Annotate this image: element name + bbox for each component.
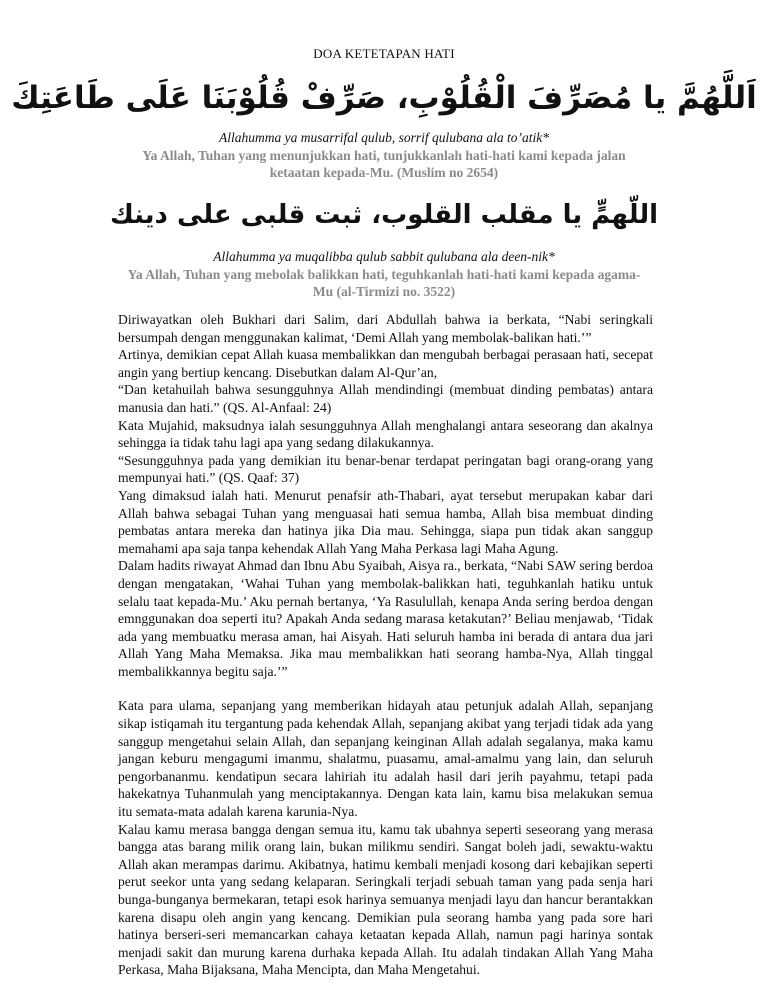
body-paragraph: Kalau kamu merasa bangga dengan semua itu, kamu tak ubahnya seperti seseorang yang merasa bangga atas barang milik orang lain, bukan milikmu sendiri. Sangat boleh jadi, sewaktu-waktu Allah akan merampas darimu. Akibatnya, hatimu kembali menjadi kosong dari kebajikan seperti perut seekor unta yang sedang kelaparan. Seringkali terjadi sebuah taman yang pada senja hari bunga-bunganya bermekaran, tetapi esok harinya semuanya menjadi layu dan hancur berantakkan karena disapu oleh angin yang kencang. Demikian pula seorang hamba yang pada sore hari hatinya berseri-seri memancarkan cahaya ketaatan kepada Allah, namun pagi harinya sontak menjadi sakit dan murung karena durhaka kepada Allah. Itu adalah tindakan Allah Yang Maha Perkasa, Maha Bijaksana, Maha Mencipta, dan Maha Mengetahui.: [118, 821, 653, 978]
body-paragraph: “Dan ketahuilah bahwa sesungguhnya Allah mendindingi (membuat dinding pembatas) antara manusia dan hati.” (QS. Al-Anfaal: 24): [118, 382, 653, 415]
prayer-1-arabic: اَللَّهُمَّ يا مُصَرِّفَ الْقُلُوْبِ، صَرِّفْ قُلُوْبَنَا عَلَى طَاعَتِكَ: [11, 80, 757, 116]
paragraph-spacer: [118, 680, 653, 697]
body-paragraph: Diriwayatkan oleh Bukhari dari Salim, dari Abdullah bahwa ia berkata, “Nabi seringkali bersumpah dengan menggunakan kalimat, ‘Demi Allah yang membolak-balikan hati.’”: [118, 312, 653, 345]
prayer-2-transliteration: Allahumma ya muqalibba qulub sabbit qulubana ala deen-nik*: [213, 249, 555, 264]
prayer-2-meaning: Ya Allah, Tuhan yang mebolak balikkan hati, teguhkanlah hati-hati kami kepada agama-Mu (al-Tirmizi no. 3522): [127, 267, 641, 299]
prayer-1-meaning: Ya Allah, Tuhan yang menunjukkan hati, tunjukkanlah hati-hati kami kepada jalan ketaatan kepada-Mu. (Muslim no 2654): [142, 148, 626, 180]
body-paragraph: Artinya, demikian cepat Allah kuasa membalikkan dan mengubah berbagai perasaan hati, secepat angin yang bertiup kencang. Disebutkan dalam Al-Qur’an,: [118, 347, 653, 380]
body-paragraph: “Sesungguhnya pada yang demikian itu benar-benar terdapat peringatan bagi orang-orang yang mempunyai hati.” (QS. Qaaf: 37): [118, 452, 653, 486]
body-paragraph: Kata para ulama, sepanjang yang memberikan hidayah atau petunjuk adalah Allah, sepanjang sikap istiqamah itu tergantung pada kehendak Allah, sepanjang akibat yang terjadi tidak ada yang sanggup mengetahui selain Allah, dan sepanjang keinginan Allah adalah segalanya, maka kamu jangan keburu mengagumi imanmu, shalatmu, puasamu, amal-amalmu yang lain, dan seluruh pengorbananmu. kendatipun secara lahiriah itu adalah hasil dari jerih payahmu, tetapi pada hakekatnya Tuhanmulah yang menciptakannya. Dengan kata lain, kamu bisa melakukan semua itu semata-mata adalah karena karunia-Nya.: [118, 698, 653, 820]
body-paragraph: Kata Mujahid, maksudnya ialah sesungguhnya Allah menghalangi antara seseorang dan akalnya sehingga ia tidak tahu lagi apa yang sedang dilakukannya.: [118, 417, 653, 451]
body-paragraph: Dalam hadits riwayat Ahmad dan Ibnu Abu Syaibah, Aisya ra., berkata, “Nabi SAW sering berdoa dengan mengatakan, ‘Wahai Tuhan yang membolak-balikkan hati, teguhkanlah hatiku untuk selalu taat kepada-Mu.’ Aku pernah bertanya, ‘Ya Rasulullah, kenapa Anda sering berdoa dengan emnggunakan doa seperti itu? Apakah Anda sedang marasa ketakutan?’ Beliau menjawab, ‘Tidak ada yang membuatku merasa aman, hai Aisyah. Hati seluruh hamba ini berada di antara dua jari Allah Yang Maha Memaksa. Jika mau membalikkan hati seorang hamba-Nya, Allah tinggal membalikkannya begitu saja.’”: [118, 558, 653, 679]
document-body: [118, 311, 653, 979]
body-paragraph: Yang dimaksud ialah hati. Menurut penafsir ath-Thabari, ayat tersebut merupakan kabar dari Allah bahwa sebagai Tuhan yang menguasai hati semua hamba, Allah bisa membuat dinding pembatas antara mereka dan hatinya jika Dia mau. Sehingga, siapa pun tidak akan sanggup memahami apa saja tanpa kehendak Allah Yang Maha Perkasa lagi Maha Agung.: [118, 487, 653, 556]
prayer-2-arabic: اللّهمٍّ يا مقلب القلوب، ثبت قلبى على دينك: [109, 200, 659, 230]
document-title: DOA KETETAPAN HATI: [313, 46, 455, 61]
prayer-1-transliteration: Allahumma ya musarrifal qulub, sorrif qulubana ala to’atik*: [218, 130, 549, 145]
